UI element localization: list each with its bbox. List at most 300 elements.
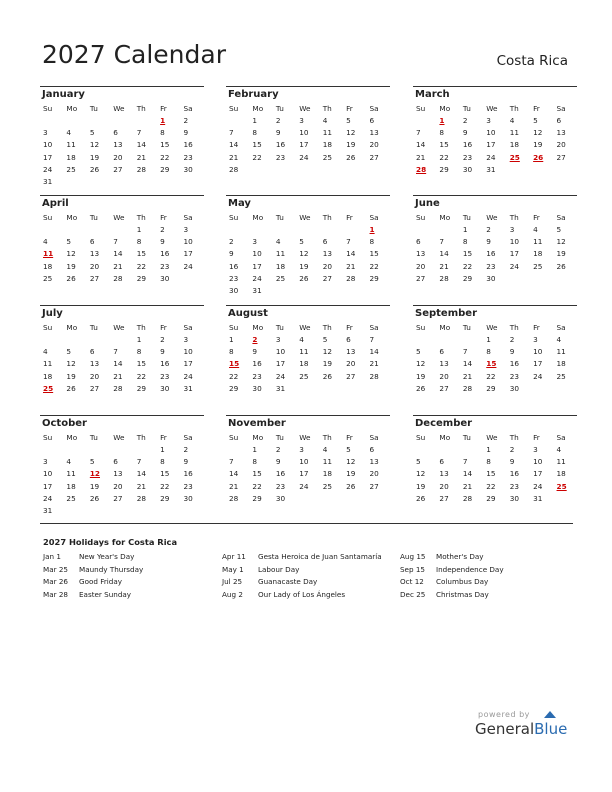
day-cell: 16 bbox=[183, 140, 193, 150]
day-cell: 31 bbox=[183, 383, 193, 393]
day-cell: 24 bbox=[275, 371, 286, 381]
day-cell: 13 bbox=[369, 128, 379, 138]
day-cell: 23 bbox=[509, 481, 519, 491]
day-cell: 11 bbox=[299, 347, 309, 357]
day-cell: 4 bbox=[43, 237, 48, 247]
day-cell: 16 bbox=[160, 359, 170, 369]
weekday-header: Sa bbox=[369, 433, 379, 442]
day-cell: 4 bbox=[66, 128, 72, 138]
empty-cell bbox=[413, 444, 436, 456]
day-cell: 30 bbox=[275, 493, 286, 503]
day-cell: 17 bbox=[275, 359, 286, 369]
day-cell: 22 bbox=[486, 371, 496, 381]
day-grid bbox=[226, 431, 390, 505]
day-cell: 30 bbox=[509, 383, 519, 393]
weekday-header: Sa bbox=[183, 323, 193, 332]
month-november bbox=[226, 415, 390, 505]
day-cell: 11 bbox=[66, 469, 76, 479]
weekday-header: Su bbox=[43, 323, 53, 332]
day-cell: 15 bbox=[439, 140, 449, 150]
day-cell: 21 bbox=[229, 481, 239, 491]
holiday-name: Gesta Heroica de Juan Santamaría bbox=[258, 552, 382, 561]
day-cell: 10 bbox=[252, 249, 262, 259]
day-cell: 13 bbox=[369, 457, 379, 467]
weekday-header: Tu bbox=[275, 213, 284, 222]
day-cell: 16 bbox=[509, 359, 519, 369]
day-cell: 25 bbox=[43, 273, 53, 283]
weekday-header: Th bbox=[322, 323, 332, 332]
day-cell: 5 bbox=[346, 445, 351, 454]
holiday-name: Independence Day bbox=[436, 564, 504, 574]
day-cell: 25 bbox=[556, 371, 566, 381]
weekday-header: Sa bbox=[556, 323, 566, 332]
day-cell: 29 bbox=[136, 383, 146, 393]
holiday-day-cell: 15 bbox=[229, 359, 240, 369]
day-cell: 7 bbox=[462, 457, 468, 467]
month-name: June bbox=[415, 198, 440, 209]
day-cell: 18 bbox=[43, 371, 53, 381]
day-cell: 2 bbox=[275, 116, 281, 125]
empty-cell bbox=[460, 334, 483, 346]
day-cell: 18 bbox=[533, 249, 543, 259]
day-cell: 14 bbox=[416, 140, 426, 150]
holiday-day-cell: 1 bbox=[369, 225, 375, 234]
day-cell: 8 bbox=[229, 347, 234, 357]
weekday-header: Sa bbox=[183, 104, 193, 113]
day-cell: 19 bbox=[346, 469, 356, 479]
holiday-date: Dec 25 bbox=[400, 589, 426, 599]
day-cell: 12 bbox=[346, 457, 356, 467]
weekday-header: We bbox=[299, 433, 311, 442]
day-cell: 22 bbox=[229, 371, 239, 381]
holidays-title: 2027 Holidays for Costa Rica bbox=[43, 537, 178, 547]
day-cell: 22 bbox=[486, 481, 496, 491]
empty-cell bbox=[320, 224, 343, 236]
day-cell: 4 bbox=[322, 116, 328, 125]
day-cell: 21 bbox=[113, 261, 123, 271]
day-cell: 2 bbox=[229, 237, 234, 247]
day-cell: 11 bbox=[556, 347, 566, 357]
day-cell: 30 bbox=[160, 273, 170, 283]
weekday-header: Tu bbox=[462, 323, 471, 332]
weekday-header: Tu bbox=[462, 104, 471, 113]
day-cell: 27 bbox=[416, 273, 426, 283]
empty-cell bbox=[413, 334, 436, 346]
weekday-header: Mo bbox=[252, 323, 264, 332]
day-grid bbox=[413, 211, 577, 285]
weekday-header: Tu bbox=[462, 213, 471, 222]
holiday-day-cell: 15 bbox=[486, 359, 497, 369]
holiday-day-cell: 25 bbox=[509, 152, 520, 162]
day-cell: 7 bbox=[113, 347, 118, 357]
weekday-header: Th bbox=[322, 104, 332, 113]
day-cell: 17 bbox=[43, 152, 53, 162]
day-cell: 3 bbox=[275, 335, 281, 344]
weekday-header: Th bbox=[322, 213, 332, 222]
day-cell: 6 bbox=[369, 445, 375, 454]
day-cell: 10 bbox=[183, 237, 193, 247]
day-cell: 9 bbox=[160, 237, 165, 247]
day-cell: 16 bbox=[183, 469, 193, 479]
weekday-header: Su bbox=[416, 433, 426, 442]
holiday-date: Mar 28 bbox=[43, 589, 68, 599]
empty-cell bbox=[63, 224, 86, 236]
day-grid bbox=[413, 321, 577, 395]
day-cell: 8 bbox=[136, 237, 142, 247]
empty-cell bbox=[63, 115, 86, 127]
day-cell: 29 bbox=[229, 383, 239, 393]
weekday-header: Mo bbox=[66, 323, 78, 332]
holiday-name: Our Lady of Los Ángeles bbox=[258, 589, 346, 599]
day-cell: 10 bbox=[509, 237, 519, 247]
day-cell: 23 bbox=[183, 152, 193, 162]
weekday-header: Su bbox=[43, 433, 53, 442]
day-cell: 22 bbox=[136, 371, 146, 381]
month-june bbox=[413, 195, 577, 285]
empty-cell bbox=[40, 444, 63, 456]
day-cell: 17 bbox=[299, 469, 309, 479]
day-cell: 6 bbox=[113, 128, 118, 138]
day-cell: 20 bbox=[113, 152, 123, 162]
day-cell: 19 bbox=[416, 371, 426, 381]
day-cell: 14 bbox=[462, 469, 473, 479]
day-cell: 3 bbox=[252, 237, 258, 247]
day-cell: 8 bbox=[136, 347, 142, 357]
weekday-header: Th bbox=[136, 213, 146, 222]
month-name: October bbox=[42, 418, 87, 429]
day-cell: 5 bbox=[556, 225, 562, 234]
day-cell: 11 bbox=[66, 140, 76, 150]
day-cell: 29 bbox=[439, 164, 449, 174]
holiday-item bbox=[400, 576, 504, 589]
day-cell: 20 bbox=[556, 140, 566, 150]
day-cell: 5 bbox=[89, 128, 95, 138]
day-cell: 17 bbox=[299, 140, 309, 150]
empty-cell bbox=[110, 115, 133, 127]
day-cell: 15 bbox=[369, 249, 379, 259]
day-cell: 1 bbox=[486, 335, 491, 344]
day-cell: 7 bbox=[462, 347, 468, 357]
day-cell: 23 bbox=[462, 152, 473, 162]
day-cell: 12 bbox=[533, 128, 543, 138]
day-cell: 24 bbox=[533, 481, 543, 491]
month-january bbox=[40, 86, 204, 188]
empty-cell bbox=[436, 334, 459, 346]
month-name: March bbox=[415, 89, 450, 100]
day-cell: 15 bbox=[486, 469, 496, 479]
day-cell: 26 bbox=[416, 493, 426, 503]
day-cell: 1 bbox=[136, 225, 142, 234]
day-cell: 27 bbox=[369, 481, 379, 491]
day-cell: 4 bbox=[556, 335, 562, 344]
weekday-header: We bbox=[486, 213, 498, 222]
day-cell: 6 bbox=[439, 347, 445, 357]
day-cell: 22 bbox=[160, 481, 170, 491]
day-cell: 14 bbox=[229, 469, 239, 479]
day-cell: 26 bbox=[66, 383, 76, 393]
holiday-day-cell: 12 bbox=[89, 469, 100, 479]
day-cell: 29 bbox=[462, 273, 473, 283]
weekday-header: Su bbox=[229, 433, 239, 442]
day-cell: 16 bbox=[509, 469, 519, 479]
weekday-header: Th bbox=[136, 323, 146, 332]
day-cell: 3 bbox=[43, 457, 48, 467]
day-cell: 12 bbox=[416, 469, 426, 479]
day-cell: 14 bbox=[136, 140, 146, 150]
day-cell: 24 bbox=[252, 273, 262, 283]
day-cell: 8 bbox=[160, 128, 165, 138]
empty-cell bbox=[413, 115, 436, 127]
holiday-day-cell: 26 bbox=[533, 152, 544, 162]
day-cell: 8 bbox=[462, 237, 468, 247]
day-cell: 1 bbox=[229, 335, 234, 344]
day-cell: 11 bbox=[556, 457, 566, 467]
day-cell: 28 bbox=[229, 493, 239, 503]
day-cell: 18 bbox=[66, 481, 76, 491]
day-cell: 18 bbox=[66, 152, 76, 162]
weekday-header: Tu bbox=[89, 323, 98, 332]
day-cell: 14 bbox=[136, 469, 146, 479]
empty-cell bbox=[87, 224, 110, 236]
day-cell: 2 bbox=[183, 116, 189, 125]
day-cell: 14 bbox=[369, 347, 379, 357]
day-cell: 21 bbox=[229, 152, 239, 162]
day-cell: 3 bbox=[183, 335, 189, 344]
weekday-header: We bbox=[486, 323, 498, 332]
day-cell: 10 bbox=[299, 128, 309, 138]
day-grid bbox=[40, 211, 204, 285]
weekday-header: Mo bbox=[66, 213, 78, 222]
day-cell: 27 bbox=[556, 152, 566, 162]
weekday-header: Fr bbox=[533, 433, 540, 442]
day-cell: 1 bbox=[136, 335, 142, 344]
weekday-header: Su bbox=[43, 213, 53, 222]
powered-by-label: powered by bbox=[478, 710, 530, 719]
day-cell: 3 bbox=[299, 445, 304, 454]
country-name: Costa Rica bbox=[496, 53, 568, 69]
day-cell: 18 bbox=[322, 469, 332, 479]
empty-cell bbox=[134, 444, 157, 456]
month-may bbox=[226, 195, 390, 297]
month-september bbox=[413, 305, 577, 395]
day-cell: 29 bbox=[369, 273, 379, 283]
day-cell: 31 bbox=[43, 176, 53, 186]
day-cell: 14 bbox=[229, 140, 239, 150]
day-cell: 13 bbox=[416, 249, 426, 259]
day-cell: 15 bbox=[136, 249, 146, 259]
holiday-item bbox=[222, 551, 382, 564]
day-cell: 21 bbox=[113, 371, 123, 381]
day-cell: 17 bbox=[533, 469, 543, 479]
empty-cell bbox=[40, 334, 63, 346]
empty-cell bbox=[40, 224, 63, 236]
empty-cell bbox=[226, 444, 249, 456]
day-cell: 29 bbox=[160, 493, 170, 503]
day-cell: 19 bbox=[322, 359, 332, 369]
empty-cell bbox=[134, 115, 157, 127]
day-cell: 24 bbox=[509, 261, 519, 271]
day-cell: 19 bbox=[89, 481, 100, 491]
day-cell: 1 bbox=[252, 116, 258, 125]
day-cell: 29 bbox=[486, 493, 496, 503]
day-cell: 30 bbox=[183, 493, 193, 503]
weekday-header: We bbox=[299, 323, 311, 332]
day-cell: 8 bbox=[486, 457, 491, 467]
day-cell: 3 bbox=[509, 225, 515, 234]
day-cell: 17 bbox=[183, 359, 193, 369]
day-cell: 20 bbox=[89, 261, 100, 271]
day-cell: 22 bbox=[160, 152, 170, 162]
day-cell: 27 bbox=[346, 371, 356, 381]
day-cell: 11 bbox=[509, 128, 519, 138]
day-cell: 15 bbox=[160, 140, 170, 150]
day-cell: 28 bbox=[113, 273, 123, 283]
day-cell: 22 bbox=[252, 481, 262, 491]
day-cell: 19 bbox=[89, 152, 100, 162]
day-cell: 13 bbox=[439, 359, 449, 369]
day-cell: 23 bbox=[275, 152, 286, 162]
day-cell: 19 bbox=[66, 371, 76, 381]
day-cell: 3 bbox=[43, 128, 48, 138]
day-cell: 15 bbox=[136, 359, 146, 369]
day-cell: 6 bbox=[89, 237, 95, 247]
day-cell: 31 bbox=[43, 505, 53, 515]
page-title: 2027 Calendar bbox=[42, 40, 226, 69]
day-cell: 15 bbox=[160, 469, 170, 479]
day-cell: 12 bbox=[66, 249, 76, 259]
month-august bbox=[226, 305, 390, 395]
day-cell: 25 bbox=[322, 481, 332, 491]
day-cell: 25 bbox=[66, 164, 76, 174]
day-cell: 31 bbox=[275, 383, 286, 393]
weekday-header: Mo bbox=[252, 433, 264, 442]
day-cell: 6 bbox=[556, 116, 562, 125]
day-cell: 12 bbox=[322, 347, 332, 357]
holiday-column bbox=[400, 551, 504, 601]
day-cell: 24 bbox=[299, 152, 309, 162]
day-cell: 2 bbox=[462, 116, 468, 125]
day-cell: 30 bbox=[183, 164, 193, 174]
day-cell: 24 bbox=[299, 481, 309, 491]
day-cell: 7 bbox=[369, 335, 375, 344]
day-cell: 29 bbox=[252, 493, 262, 503]
day-cell: 9 bbox=[275, 457, 281, 467]
weekday-header: Tu bbox=[462, 433, 471, 442]
holiday-item bbox=[400, 589, 504, 602]
day-cell: 23 bbox=[160, 371, 170, 381]
brand-logo[interactable] bbox=[475, 720, 567, 738]
day-cell: 28 bbox=[439, 273, 449, 283]
weekday-header: Tu bbox=[275, 104, 284, 113]
weekday-header: Mo bbox=[252, 213, 264, 222]
day-cell: 18 bbox=[275, 261, 286, 271]
day-cell: 7 bbox=[416, 128, 421, 138]
day-cell: 8 bbox=[439, 128, 445, 138]
holiday-item bbox=[222, 576, 382, 589]
day-cell: 5 bbox=[416, 457, 421, 467]
day-cell: 6 bbox=[113, 457, 118, 467]
brand-blue: Blue bbox=[534, 720, 568, 738]
day-cell: 18 bbox=[322, 140, 332, 150]
holiday-item bbox=[400, 551, 504, 564]
weekday-header: Mo bbox=[66, 104, 78, 113]
holiday-day-cell: 2 bbox=[252, 335, 258, 344]
day-cell: 11 bbox=[322, 128, 332, 138]
brand-logo-icon bbox=[544, 711, 556, 718]
day-cell: 29 bbox=[486, 383, 496, 393]
weekday-header: Mo bbox=[439, 433, 451, 442]
day-cell: 14 bbox=[113, 359, 123, 369]
day-cell: 6 bbox=[322, 237, 328, 247]
weekday-header: We bbox=[299, 104, 311, 113]
day-cell: 20 bbox=[439, 481, 449, 491]
day-cell: 2 bbox=[486, 225, 491, 234]
day-cell: 14 bbox=[439, 249, 449, 259]
day-cell: 9 bbox=[462, 128, 468, 138]
day-cell: 21 bbox=[136, 152, 146, 162]
weekday-header: Fr bbox=[346, 323, 353, 332]
holiday-item bbox=[222, 589, 382, 602]
day-cell: 17 bbox=[43, 481, 53, 491]
holiday-item bbox=[43, 564, 143, 577]
day-cell: 27 bbox=[369, 152, 379, 162]
day-cell: 18 bbox=[556, 359, 566, 369]
day-cell: 17 bbox=[486, 140, 496, 150]
day-cell: 9 bbox=[509, 347, 515, 357]
day-cell: 23 bbox=[486, 261, 496, 271]
weekday-header: Mo bbox=[439, 213, 451, 222]
weekday-header: We bbox=[299, 213, 311, 222]
empty-cell bbox=[63, 334, 86, 346]
day-cell: 13 bbox=[439, 469, 449, 479]
month-name: May bbox=[228, 198, 251, 209]
weekday-header: We bbox=[113, 213, 125, 222]
day-cell: 2 bbox=[509, 335, 515, 344]
month-name: February bbox=[228, 89, 279, 100]
day-cell: 20 bbox=[416, 261, 426, 271]
empty-cell bbox=[40, 115, 63, 127]
day-cell: 17 bbox=[509, 249, 519, 259]
day-grid bbox=[226, 211, 390, 297]
day-cell: 28 bbox=[462, 383, 473, 393]
day-cell: 28 bbox=[462, 493, 473, 503]
day-cell: 8 bbox=[486, 347, 491, 357]
weekday-header: Su bbox=[229, 213, 239, 222]
holiday-date: Aug 2 bbox=[222, 589, 243, 599]
day-cell: 13 bbox=[346, 347, 356, 357]
day-cell: 8 bbox=[160, 457, 165, 467]
day-grid bbox=[40, 431, 204, 517]
day-cell: 7 bbox=[136, 457, 142, 467]
holiday-name: Easter Sunday bbox=[79, 589, 132, 599]
holiday-name: Columbus Day bbox=[436, 577, 489, 587]
holiday-column bbox=[222, 551, 382, 601]
day-cell: 9 bbox=[183, 457, 189, 467]
weekday-header: Th bbox=[509, 433, 519, 442]
holiday-name: Guanacaste Day bbox=[258, 577, 318, 587]
day-cell: 9 bbox=[160, 347, 165, 357]
day-cell: 4 bbox=[275, 237, 281, 247]
day-cell: 12 bbox=[299, 249, 309, 259]
holiday-date: Oct 12 bbox=[400, 577, 424, 587]
holiday-name: New Year's Day bbox=[79, 552, 135, 561]
month-february bbox=[226, 86, 390, 176]
day-cell: 19 bbox=[533, 140, 543, 150]
day-cell: 14 bbox=[113, 249, 123, 259]
day-cell: 28 bbox=[369, 371, 379, 381]
holiday-date: Apr 11 bbox=[222, 552, 246, 561]
holiday-name: Maundy Thursday bbox=[79, 564, 144, 574]
